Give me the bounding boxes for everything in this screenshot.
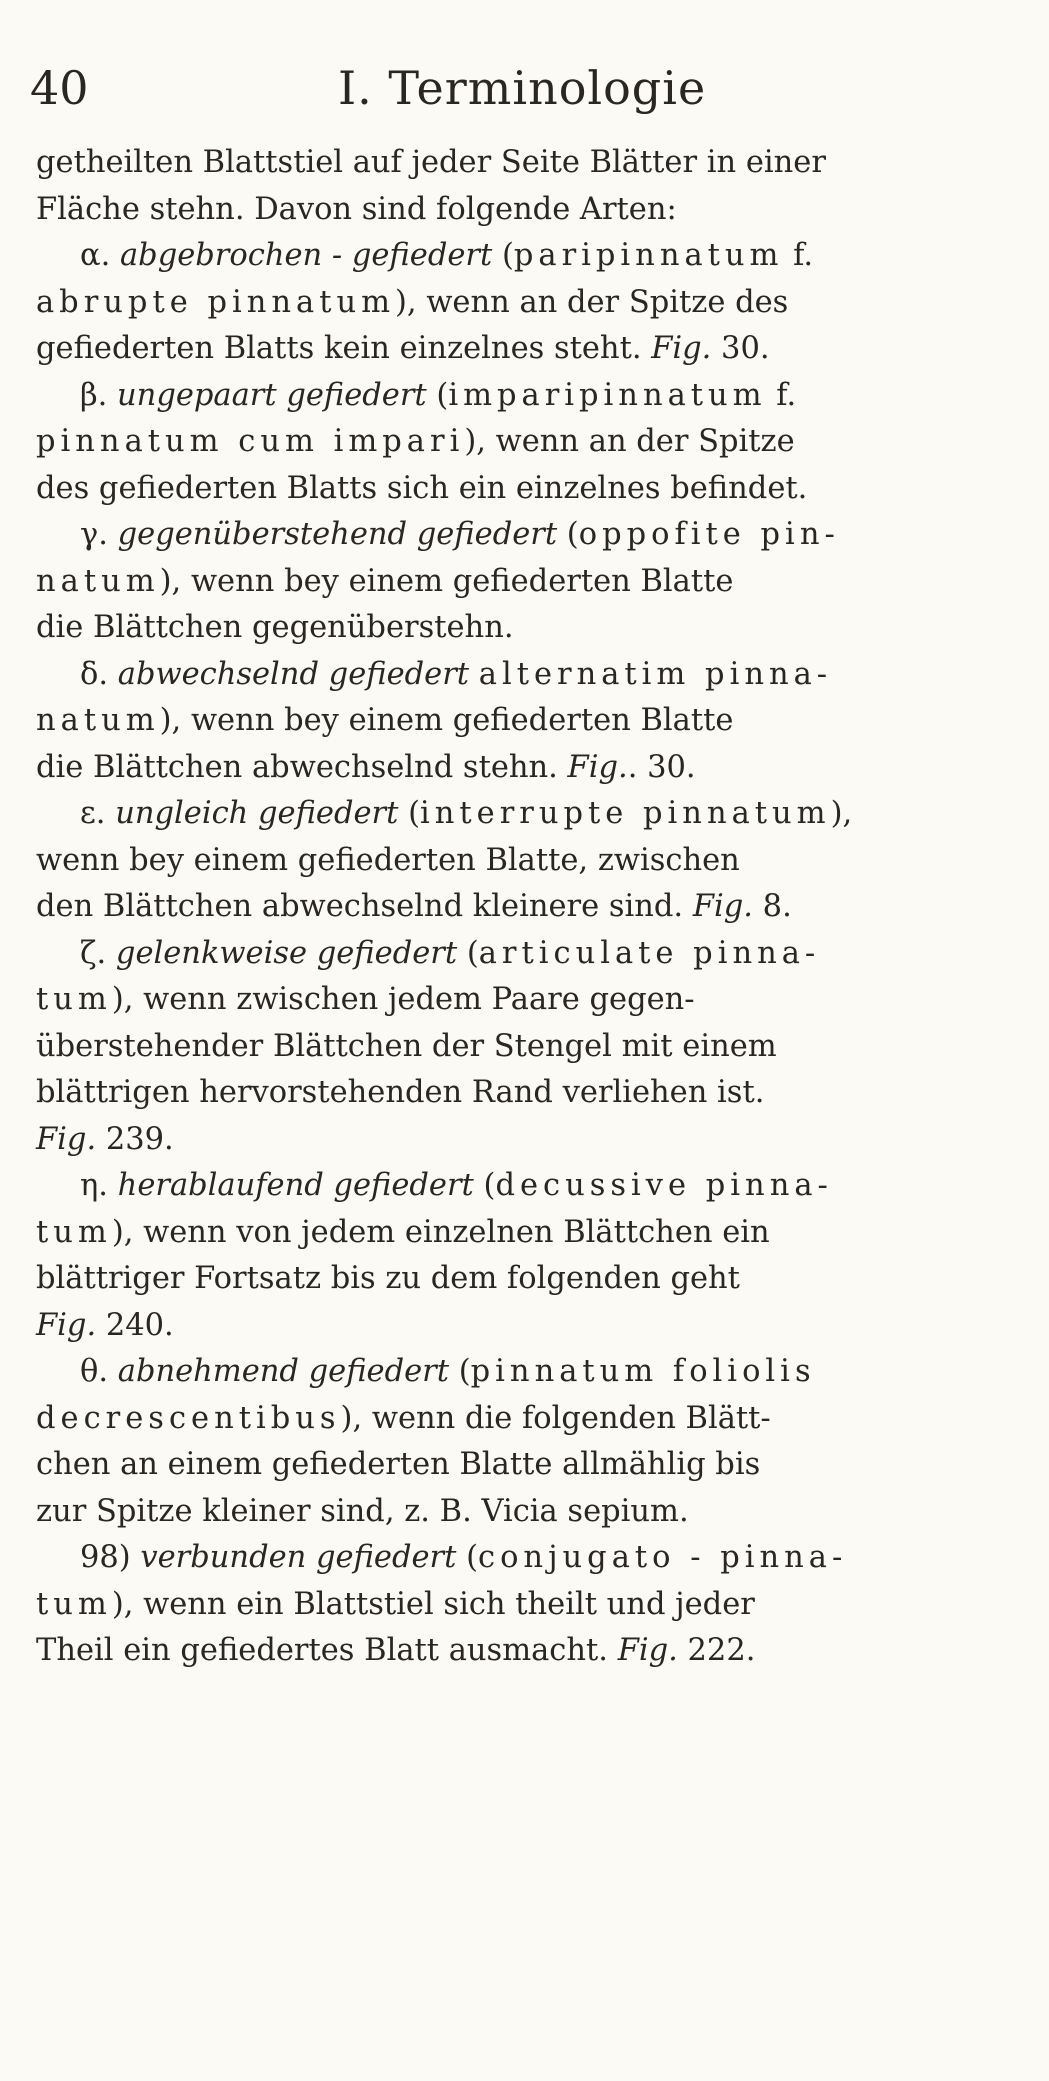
body-text [36, 140, 1026, 1675]
text-run: überstehender Blättchen der Stengel mit einem [36, 1028, 777, 1064]
text-run: chen an einem gefiederten Blatte allmählig bis [36, 1447, 761, 1482]
text-run: ), wenn an der Spitze [464, 424, 795, 459]
italic-term: Fig. [36, 1307, 97, 1343]
text-line [36, 1303, 1026, 1350]
text-run: ε. [80, 796, 116, 831]
text-run: β. [80, 377, 118, 413]
text-run: ( [457, 935, 479, 971]
text-line [36, 1349, 1026, 1396]
latin-term: natum [36, 563, 160, 599]
text-run: 8. [752, 889, 792, 924]
text-run: blättriger Fortsatz bis zu dem folgenden geht [36, 1261, 740, 1296]
text-line [36, 1210, 1026, 1257]
running-head: I. Terminologie [338, 61, 707, 115]
italic-term: Fig. [36, 1121, 97, 1157]
italic-term: ungleich gefiedert [115, 796, 399, 831]
text-line [36, 559, 1026, 606]
page-header [30, 58, 1019, 118]
text-line [36, 652, 1026, 699]
text-line [36, 373, 1026, 420]
text-line [36, 280, 1026, 327]
italic-term: Fig. [617, 1633, 678, 1668]
text-run: ( [492, 238, 514, 273]
latin-term: oppofite pin- [578, 517, 840, 552]
text-run: ζ. [80, 935, 116, 971]
italic-term: abnehmend gefiedert [117, 1354, 450, 1389]
text-line [36, 1070, 1026, 1117]
italic-term: ungepaart gefiedert [117, 377, 427, 413]
text-run: ), wenn bey einem gefiederten Blatte [159, 563, 734, 599]
text-line [36, 1535, 1026, 1582]
latin-term: interrupte pinnatum [419, 796, 831, 831]
text-run: Fläche stehn. Davon sind folgende Arten: [36, 191, 677, 227]
latin-term: natum [36, 703, 160, 738]
text-run: ), wenn an der Spitze des [395, 284, 789, 320]
text-run: ), wenn ein Blattstiel sich theilt und jeder [111, 1586, 755, 1622]
text-line [36, 233, 1026, 280]
text-line [36, 838, 1026, 885]
text-line [36, 931, 1026, 978]
text-run: blättrigen hervorstehenden Rand verliehen ist. [36, 1075, 765, 1110]
text-run: f. [766, 377, 797, 413]
italic-term: gelenkweise gefiedert [115, 935, 458, 971]
text-run: ), wenn bey einem gefiederten Blatte [159, 703, 734, 738]
text-run: ( [456, 1540, 478, 1575]
text-line [36, 1628, 1026, 1675]
italic-term: Fig. [651, 331, 712, 366]
text-line [36, 1117, 1026, 1164]
latin-term: articulate pinna- [478, 935, 821, 971]
text-run: γ. [80, 517, 118, 552]
text-line [36, 1163, 1026, 1210]
text-line [36, 1256, 1026, 1303]
text-line [36, 1024, 1026, 1071]
text-run: δ. [80, 656, 118, 692]
text-run: zur Spitze kleiner sind, z. B. Vicia sepium. [36, 1493, 689, 1529]
latin-term: imparipinnatum [448, 377, 767, 413]
text-run: des gefiederten Blatts sich ein einzelnes befindet. [36, 470, 808, 506]
text-run: α. [80, 238, 120, 273]
text-run: ( [473, 1168, 496, 1203]
text-run [469, 657, 479, 692]
text-run: . 30. [627, 749, 696, 785]
latin-term: abrupte pinnatum [36, 284, 396, 320]
text-run: η. [80, 1168, 118, 1203]
italic-term: herablaufend gefiedert [117, 1168, 474, 1203]
text-line [36, 1396, 1026, 1443]
latin-term: decussive pinna- [495, 1168, 833, 1203]
text-run: ), [830, 796, 853, 831]
text-line [36, 1582, 1026, 1629]
latin-term: pinnatum foliolis [470, 1354, 816, 1389]
text-run: gefiederten Blatts kein einzelnes steht. [36, 331, 652, 366]
text-run: f. [783, 238, 814, 273]
latin-term: tum [36, 1586, 112, 1622]
text-line [36, 140, 1026, 187]
text-line [36, 512, 1026, 559]
text-run: ), wenn die folgenden Blätt- [340, 1400, 771, 1436]
italic-term: abgebrochen - gefiedert [120, 238, 493, 273]
text-line [36, 1489, 1026, 1536]
text-run: wenn bey einem gefiederten Blatte, zwischen [36, 842, 740, 878]
italic-term: gegenüberstehend gefiedert [117, 517, 558, 552]
italic-term: abwechselnd gefiedert [117, 656, 470, 692]
text-run: ( [426, 377, 449, 413]
text-run: 30. [711, 331, 770, 366]
text-run: 240. [96, 1307, 174, 1343]
latin-term: conjugato - pinna- [477, 1540, 848, 1575]
text-run: ), wenn zwischen jedem Paare gegen- [111, 982, 695, 1017]
latin-term: decrescentibus [36, 1400, 341, 1436]
text-run: ( [449, 1354, 471, 1389]
page-number: 40 [30, 61, 89, 115]
text-line [36, 884, 1026, 931]
text-line [36, 419, 1026, 466]
text-run: die Blättchen gegenüberstehn. [36, 610, 514, 645]
text-line [36, 326, 1026, 373]
latin-term: alternatim pinna- [478, 656, 833, 692]
text-run: die Blättchen abwechselnd stehn. [36, 749, 568, 785]
latin-term: tum [36, 982, 112, 1017]
text-run: θ. [80, 1354, 118, 1389]
text-run: ( [398, 796, 420, 831]
text-run: den Blättchen abwechselnd kleinere sind. [36, 889, 693, 924]
text-run: ), wenn von jedem einzelnen Blättchen ein [111, 1214, 770, 1250]
text-line [36, 745, 1026, 792]
text-line [36, 187, 1026, 234]
text-run: 222. [677, 1633, 756, 1668]
text-run: getheilten Blattstiel auf jeder Seite Blätter in einer [36, 145, 826, 180]
italic-term: verbunden gefiedert [140, 1540, 457, 1575]
italic-term: Fig. [567, 749, 628, 785]
text-run: ( [557, 517, 579, 552]
latin-term: paripinnatum [513, 238, 784, 273]
text-line [36, 977, 1026, 1024]
text-line [36, 605, 1026, 652]
italic-term: Fig. [692, 889, 753, 924]
latin-term: tum [36, 1214, 112, 1250]
text-line [36, 791, 1026, 838]
text-line [36, 466, 1026, 513]
text-line [36, 698, 1026, 745]
text-run: 98) [80, 1540, 141, 1575]
text-line [36, 1442, 1026, 1489]
latin-term: pinnatum cum impari [36, 424, 465, 459]
text-run: Theil ein gefiedertes Blatt ausmacht. [36, 1633, 618, 1668]
text-run: 239. [96, 1121, 174, 1157]
